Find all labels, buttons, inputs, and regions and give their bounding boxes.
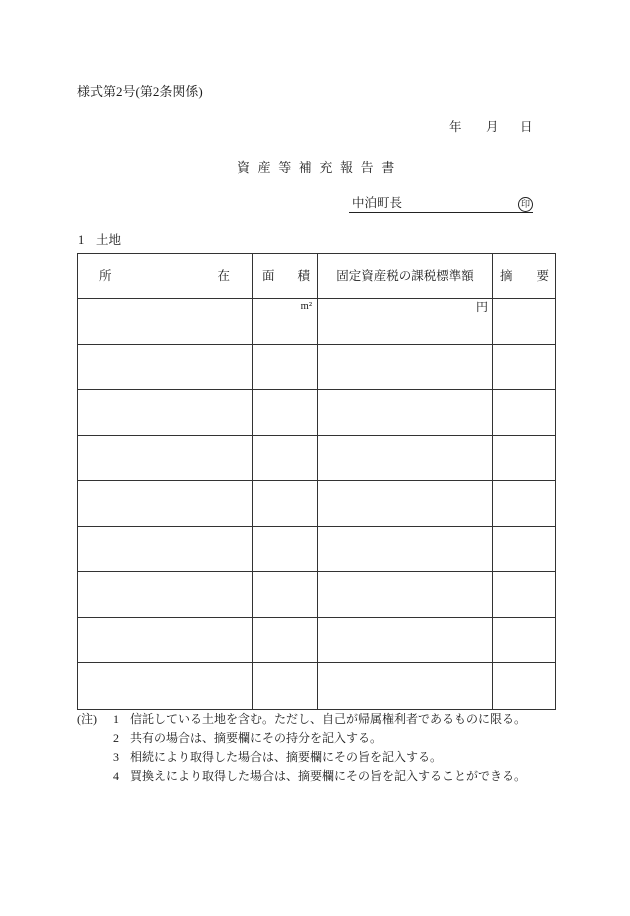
note-text: 共有の場合は、摘要欄にその持分を記入する。 [130,731,383,745]
notes-label-spacer [77,729,113,748]
header-char: 在 [217,268,230,283]
area-cell [253,663,318,709]
date-day-label: 日 [520,120,533,134]
note-item [77,767,526,786]
tax-base-cell [318,390,493,436]
area-cell [253,390,318,436]
note-item [77,748,526,767]
tax-base-cell [318,527,493,573]
location-cell [78,481,253,527]
note-item [77,710,526,729]
form-number: 様式第2号(第2条関係) [77,84,203,99]
notes-label: (注) [77,712,97,726]
location-cell [78,436,253,482]
date-month-label: 月 [486,120,499,134]
remarks-cell [493,345,555,391]
location-cell [78,527,253,573]
date-year-label: 年 [449,120,462,134]
note-text: 買換えにより取得した場合は、摘要欄にその旨を記入することができる。 [130,769,527,783]
area-cell [253,618,318,664]
note-item [77,729,526,748]
notes-section [77,710,526,786]
seal-mark-icon: 印 [518,197,533,212]
remarks-cell [493,527,555,573]
header-char: 面 [262,268,275,283]
header-char: 摘 [500,268,513,283]
location-cell [78,345,253,391]
tax-base-cell [318,572,493,618]
location-cell [78,663,253,709]
location-cell [78,572,253,618]
area-cell [253,481,318,527]
tax-base-cell [318,299,493,345]
location-cell [78,618,253,664]
area-cell [253,345,318,391]
remarks-cell [493,618,555,664]
remarks-cell [493,572,555,618]
header-remarks [493,254,555,299]
area-cell [253,436,318,482]
header-char: 要 [536,268,549,283]
section-number: 1 [78,233,85,247]
addressee-underline [349,212,533,213]
area-unit: m² [300,301,312,312]
note-number: 3 [113,750,119,764]
tax-base-cell [318,481,493,527]
location-cell [78,299,253,345]
tax-base-cell [318,345,493,391]
header-location [78,254,253,299]
remarks-cell [493,390,555,436]
header-char: 所 [99,268,112,283]
remarks-cell [493,481,555,527]
remarks-cell [493,299,555,345]
location-cell [78,390,253,436]
note-text: 信託している土地を含む。ただし、自己が帰属権利者であるものに限る。 [130,712,527,726]
area-cell [253,299,318,345]
area-cell [253,572,318,618]
note-number: 2 [113,731,119,745]
header-tax-base: 固定資産税の課税標準額 [318,254,493,299]
area-cell [253,527,318,573]
header-char: 積 [297,268,310,283]
note-number: 4 [113,769,119,783]
tax-base-unit: 円 [475,300,488,314]
land-table [77,253,556,710]
addressee-name: 中泊町長 [352,196,403,210]
remarks-cell [493,436,555,482]
document-title: 資産等補充報告書 [237,160,402,175]
notes-label-spacer [77,748,113,767]
remarks-cell [493,663,555,709]
notes-label-spacer [77,767,113,786]
tax-base-cell [318,436,493,482]
note-number: 1 [113,712,119,726]
note-text: 相続により取得した場合は、摘要欄にその旨を記入する。 [130,750,443,764]
tax-base-cell [318,618,493,664]
section-label: 土地 [96,233,122,247]
header-area [253,254,318,299]
tax-base-cell [318,663,493,709]
